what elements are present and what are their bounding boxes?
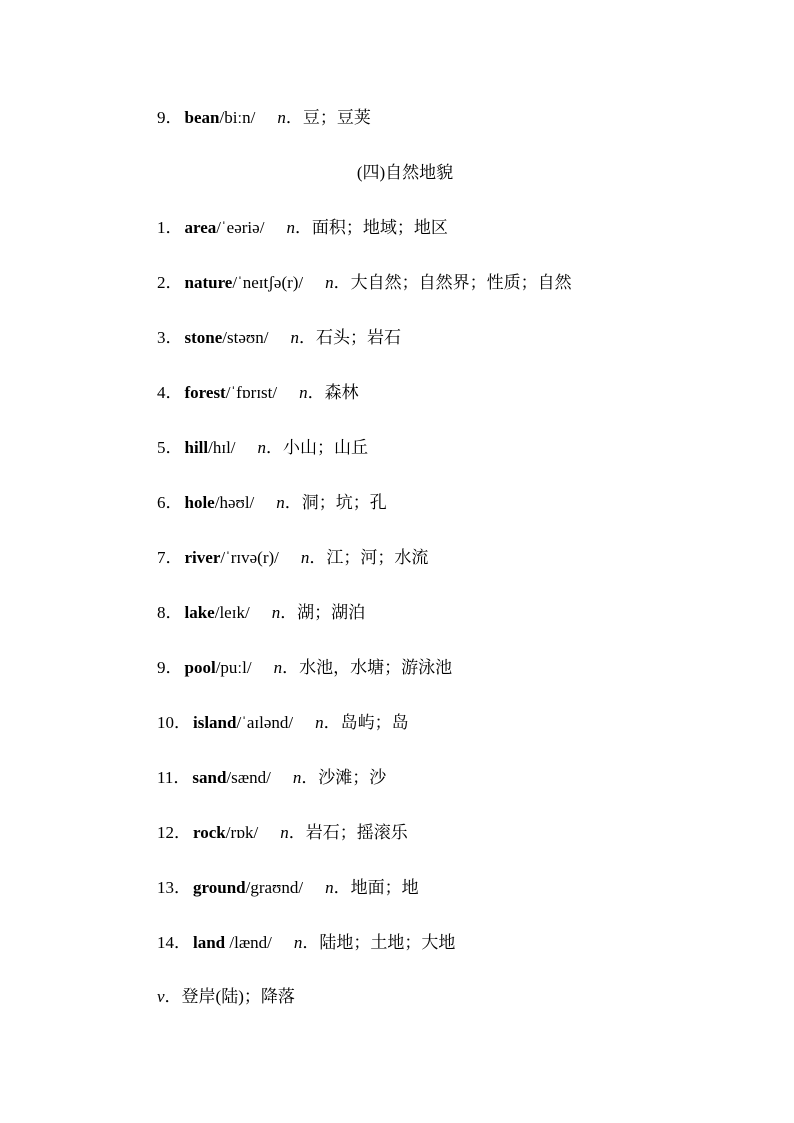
vocab-entry: [157, 822, 408, 844]
entry-phonetic: /ˈeəriə/: [216, 218, 265, 237]
vocab-entry: [157, 272, 572, 294]
vocab-entry: [157, 217, 448, 239]
entry-part-of-speech: n: [273, 658, 283, 677]
entry-meaning: ．湖；湖泊: [280, 603, 366, 622]
entry-word: sand: [192, 768, 227, 787]
entry-phonetic: /ˈrɪvə(r)/: [220, 548, 279, 567]
entry-part-of-speech: n: [300, 548, 310, 567]
entry-number: 2．: [157, 273, 183, 292]
entry-phonetic: /sænd/: [226, 768, 271, 787]
entry-part-of-speech: n: [325, 273, 334, 292]
entry-phonetic: /graʊnd/: [245, 878, 304, 897]
extra-meaning: ．登岸(陆)；降落: [164, 987, 295, 1006]
entry-number: 14．: [157, 933, 191, 952]
vocab-entry: [157, 437, 368, 459]
entry-part-of-speech: n: [271, 603, 281, 622]
entry-phonetic: /hɪl/: [208, 438, 236, 457]
entry-part-of-speech: n: [315, 713, 324, 732]
entry-meaning: ．陆地；土地；大地: [302, 933, 456, 952]
entry-word: hole: [184, 493, 215, 512]
entry-number: 12．: [157, 823, 191, 842]
extra-part-of-speech: v: [157, 987, 165, 1006]
entry-phonetic: /biːn/: [219, 108, 256, 127]
entry-phonetic: /stəʊn/: [222, 328, 269, 347]
entry-meaning: ．岩石；摇滚乐: [288, 823, 408, 842]
entry-phonetic: /həʊl/: [214, 493, 255, 512]
entry-word: river: [184, 548, 221, 567]
entry-part-of-speech: n: [257, 438, 267, 457]
vocab-entry: [157, 492, 387, 514]
entry-meaning: ．洞；坑；孔: [284, 493, 387, 512]
entry-part-of-speech: n: [292, 768, 302, 787]
entry-number: 6．: [157, 493, 183, 512]
entry-meaning: ．豆；豆荚: [285, 108, 371, 127]
entry-meaning: ．地面；地: [333, 878, 419, 897]
entry-number: 13．: [157, 878, 191, 897]
vocab-entry-bean: [157, 107, 371, 129]
entry-meaning: ．水池，水塘；游泳池: [282, 658, 453, 677]
entry-part-of-speech: n: [286, 218, 295, 237]
entry-meaning: ．江；河；水流: [309, 548, 429, 567]
entry-part-of-speech: n: [277, 108, 286, 127]
entry-word: bean: [184, 108, 220, 127]
entry-part-of-speech: n: [290, 328, 299, 347]
entry-word: nature: [184, 273, 233, 292]
section-heading: (四)自然地貌: [356, 163, 454, 182]
entry-meaning: ．面积；地域；地区: [294, 218, 448, 237]
entry-phonetic: /leɪk/: [214, 603, 250, 622]
entry-word: pool: [184, 658, 216, 677]
entry-number: 11．: [157, 768, 191, 787]
entry-meaning: ．小山；山丘: [266, 438, 369, 457]
entry-number: 9．: [157, 108, 183, 127]
entry-part-of-speech: n: [280, 823, 289, 842]
entry-word: stone: [184, 328, 223, 347]
vocab-entry: [157, 657, 452, 679]
entry-phonetic: /rɒk/: [225, 823, 259, 842]
entry-meaning: ．石头；岩石: [298, 328, 401, 347]
entry-phonetic: /ˈfɒrɪst/: [225, 383, 278, 402]
entry-number: 4．: [157, 383, 183, 402]
vocab-entry: [157, 932, 455, 954]
entry-word: lake: [184, 603, 215, 622]
entry-part-of-speech: n: [299, 383, 308, 402]
entry-number: 8．: [157, 603, 183, 622]
entry-number: 3．: [157, 328, 183, 347]
entry-number: 1．: [157, 218, 183, 237]
entry-phonetic: /ˈaɪlənd/: [236, 713, 294, 732]
entry-number: 5．: [157, 438, 183, 457]
entry-word: rock: [193, 823, 226, 842]
entry-meaning: ．森林: [307, 383, 359, 402]
entry-word: hill: [184, 438, 209, 457]
vocab-entry: [157, 382, 359, 404]
entry-phonetic: /lænd/: [225, 933, 272, 952]
entry-word: island: [193, 713, 237, 732]
entry-number: 7．: [157, 548, 183, 567]
entry-part-of-speech: n: [293, 933, 303, 952]
entry-meaning: ．沙滩；沙: [301, 768, 387, 787]
entry-word: ground: [193, 878, 246, 897]
entry-number: 10．: [157, 713, 191, 732]
vocab-entry: [157, 327, 401, 349]
entry-number: 9．: [157, 658, 183, 677]
entry-phonetic: /ˈneɪtʃə(r)/: [232, 273, 304, 292]
vocab-entry: [157, 602, 365, 624]
vocab-entry: [157, 712, 409, 734]
entry-part-of-speech: n: [325, 878, 334, 897]
entry-part-of-speech: n: [276, 493, 285, 512]
entry-word: forest: [184, 383, 226, 402]
entry-phonetic: /puːl/: [215, 658, 252, 677]
vocab-extra-line: [157, 986, 295, 1008]
vocab-entry: [157, 767, 386, 789]
entry-word: land: [193, 933, 226, 952]
entry-meaning: ．大自然；自然界；性质；自然: [333, 273, 572, 292]
vocab-entry: [157, 547, 428, 569]
entry-word: area: [184, 218, 217, 237]
vocab-entry: [157, 877, 419, 899]
entry-meaning: ．岛屿；岛: [323, 713, 409, 732]
